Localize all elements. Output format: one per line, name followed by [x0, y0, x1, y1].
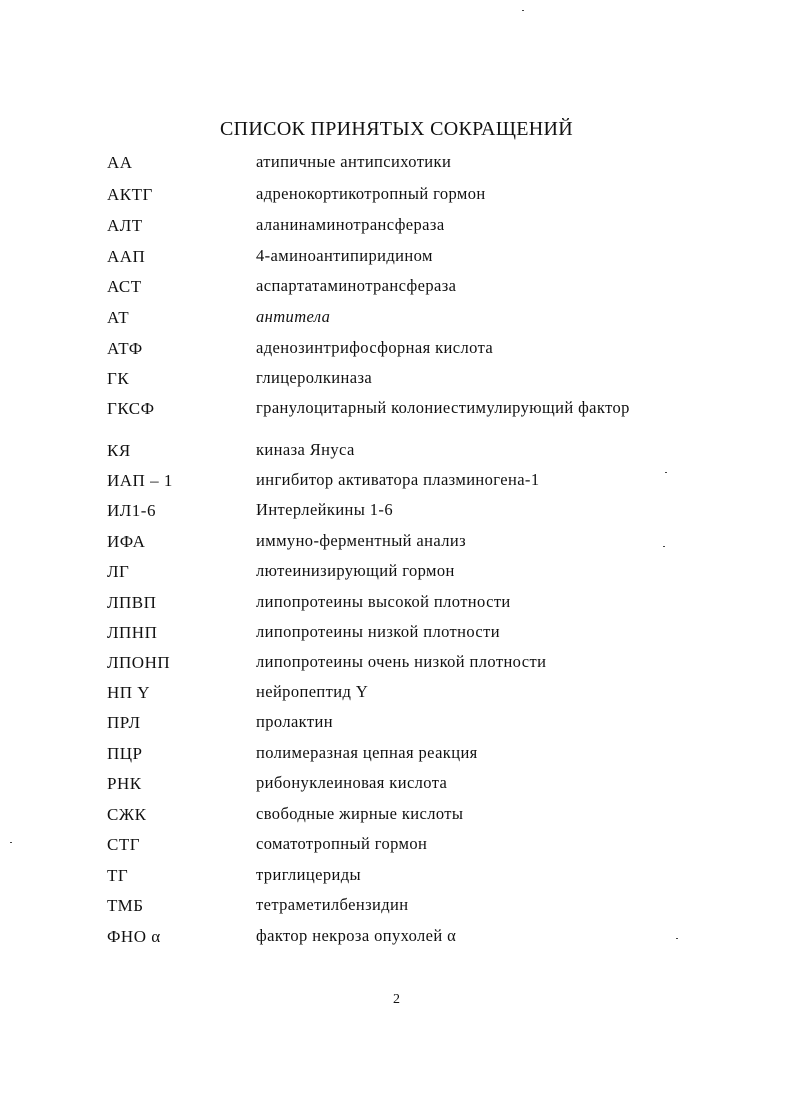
scan-speck: [676, 938, 678, 939]
abbreviation: ЛПВП: [107, 593, 157, 612]
abbreviation: ИЛ1-6: [107, 501, 156, 520]
abbreviation: ААП: [107, 247, 146, 266]
definition: пролактин: [256, 712, 333, 731]
abbreviation: АКТГ: [107, 185, 153, 204]
definition: Интерлейкины 1-6: [256, 500, 393, 519]
abbreviation: ГК: [107, 369, 130, 388]
definition: тетраметилбензидин: [256, 895, 409, 914]
definition: гранулоцитарный колониестимулирующий фактор: [256, 398, 630, 417]
definition: липопротеины низкой плотности: [256, 622, 500, 641]
abbreviation: ИФА: [107, 532, 146, 551]
abbreviation: ЛПНП: [107, 623, 158, 642]
definition: ингибитор активатора плазминогена-1: [256, 470, 540, 489]
definition: антитела: [256, 307, 331, 326]
page-title: СПИСОК ПРИНЯТЫХ СОКРАЩЕНИЙ: [220, 118, 573, 140]
abbreviation: КЯ: [107, 441, 131, 460]
abbreviation: СТГ: [107, 835, 141, 854]
definition: атипичные антипсихотики: [256, 152, 452, 171]
page-number: 2: [393, 992, 400, 1007]
abbreviation: АТФ: [107, 339, 143, 358]
abbreviation: ПЦР: [107, 744, 143, 763]
definition: аденозинтрифосфорная кислота: [256, 338, 494, 357]
abbreviation: ПРЛ: [107, 713, 141, 732]
scan-speck: [10, 842, 12, 843]
scan-speck: [522, 10, 524, 11]
definition: киназа Януса: [256, 440, 355, 459]
abbreviation: ЛПОНП: [107, 653, 171, 672]
abbreviation: ГКСФ: [107, 399, 155, 418]
definition: соматотропный гормон: [256, 834, 428, 853]
definition: свободные жирные кислоты: [256, 804, 464, 823]
abbreviation: АСТ: [107, 277, 142, 296]
definition: иммуно-ферментный анализ: [256, 531, 467, 550]
definition: триглицериды: [256, 865, 362, 884]
definition: рибонуклеиновая кислота: [256, 773, 448, 792]
abbreviation: ЛГ: [107, 562, 130, 581]
definition: полимеразная цепная реакция: [256, 743, 478, 762]
definition: адренокортикотропный гормон: [256, 184, 486, 203]
abbreviation: ИАП – 1: [107, 471, 173, 490]
abbreviation: НП Y: [107, 683, 151, 702]
definition: лютеинизирующий гормон: [256, 561, 455, 580]
definition: фактор некроза опухолей α: [256, 926, 457, 945]
definition: аспартатаминотрансфераза: [256, 276, 457, 295]
definition: аланинаминотрансфераза: [256, 215, 445, 234]
definition: 4-аминоантипиридином: [256, 246, 433, 265]
definition: нейропептид Y: [256, 682, 369, 701]
definition: глицеролкиназа: [256, 368, 373, 387]
abbreviation: ТГ: [107, 866, 129, 885]
definition: липопротеины высокой плотности: [256, 592, 511, 611]
abbreviation: АА: [107, 153, 133, 172]
definition: липопротеины очень низкой плотности: [256, 652, 547, 671]
abbreviation: ФНО α: [107, 927, 161, 946]
abbreviation: АЛТ: [107, 216, 143, 235]
abbreviation: РНК: [107, 774, 142, 793]
abbreviation: АТ: [107, 308, 130, 327]
abbreviation: СЖК: [107, 805, 147, 824]
abbreviation: ТМБ: [107, 896, 144, 915]
